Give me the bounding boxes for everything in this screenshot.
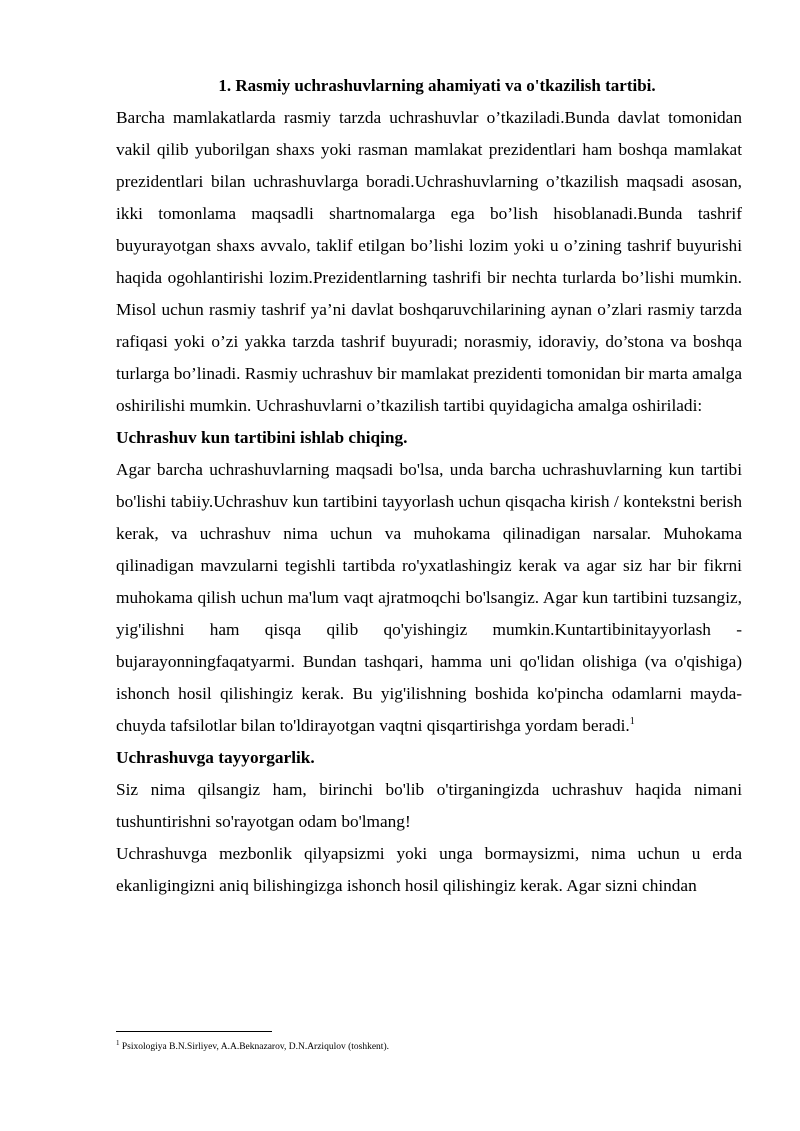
footnote-number: 1 (116, 1038, 120, 1047)
subheading-agenda: Uchrashuv kun tartibini ishlab chiqing. (116, 428, 408, 447)
footnote-text: Psixologiya B.N.Sirliyev, A.A.Beknazarov, D.N.Arziqulov (toshkent). (119, 1042, 389, 1052)
footnote (116, 1040, 389, 1054)
paragraph-agenda (116, 454, 742, 742)
paragraph-intro: Barcha mamlakatlarda rasmiy tarzda uchrashuvlar o’tkaziladi.Bunda davlat tomonidan vakil qilib yuborilgan shaxs yoki rasman mamlakat prezidentlari ham boshqa mamlakat prezidentlari bilan uchrashuvlarga boradi.Uchrashuvlarning o’tkazilish maqsadi asosan, ikki tomonlama maqsadli shartnomalarga ega bo’lish hisoblanadi.Bunda tashrif buyurayotgan shaxs avvalo, taklif etilgan bo’lishi lozim yoki u o’zining tashrif buyurishi haqida ogohlantirishi lozim.Prezidentlarning tashrifi bir nechta turlarda bo’lishi mumkin. Misol uchun rasmiy tashrif ya’ni davlat boshqaruvchilarining aynan o’zlari rasmiy tarzda rafiqasi yoki o’zi yakka tarzda tashrif buyuradi; norasmiy, idoraviy, do’stona va boshqa turlarga bo’linadi. Rasmiy uchrashuv bir mamlakat prezidenti tomonidan bir marta amalga oshirilishi mumkin. Uchrashuvlarni o’tkazilish tartibi quyidagicha amalga oshiriladi: (116, 108, 742, 415)
paragraph-preparation-2: Uchrashuvga mezbonlik qilyapsizmi yoki unga bormaysizmi, nima uchun u erda ekanligingizni aniq bilishingizga ishonch hosil qilishingiz kerak. Agar sizni chindan (116, 844, 742, 895)
document-body (116, 70, 742, 902)
section-heading: 1. Rasmiy uchrashuvlarning ahamiyati va o'tkazilish tartibi. (218, 76, 656, 95)
paragraph-preparation-1: Siz nima qilsangiz ham, birinchi bo'lib o'tirganingizda uchrashuv haqida nimani tushuntirishni so'rayotgan odam bo'lmang! (116, 780, 742, 831)
subheading-preparation: Uchrashuvga tayyorgarlik. (116, 748, 315, 767)
footnote-divider (116, 1031, 272, 1032)
footnote-reference: 1 (629, 716, 635, 728)
paragraph-agenda-text: Agar barcha uchrashuvlarning maqsadi bo'lsa, unda barcha uchrashuvlarning kun tartibi bo'lishi tabiiy.Uchrashuv kun tartibini tayyorlash uchun qisqacha kirish / kontekstni berish kerak, va uchrashuv nima uchun va muhokama qilinadigan narsalar. Muhokama qilinadigan mavzularni tegishli tartibda ro'yxatlashingiz kerak va agar siz har bir fikrni muhokama qilish uchun ma'lum vaqt ajratmoqchi bo'lsangiz. Agar kun tartibini tuzsangiz, yig'ilishni ham qisqa qilib qo'yishingiz mumkin.Kuntartibinitayyorlash - bujarayonningfaqatyarmi. Bundan tashqari, hamma uni qo'lidan olishiga (va o'qishiga) ishonch hosil qilishingiz kerak. Bu yig'ilishning boshida ko'pincha odamlarni mayda-chuyda tafsilotlar bilan to'ldirayotgan vaqtni qisqartirishga yordam beradi. (116, 460, 742, 735)
